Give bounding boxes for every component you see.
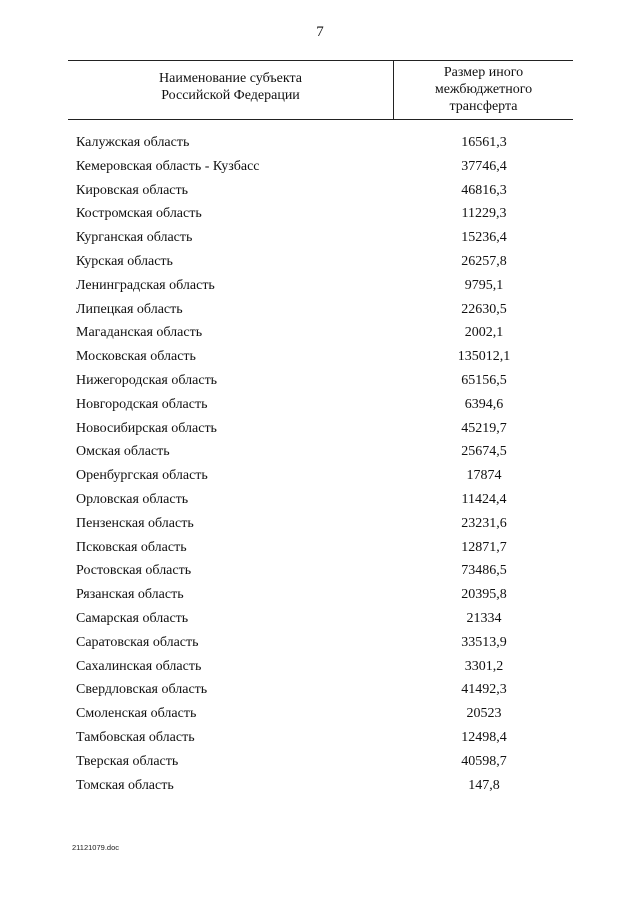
transfer-amount: 33513,9	[461, 634, 507, 650]
transfer-amount: 135012,1	[457, 349, 511, 365]
region-name: Оренбургская область	[76, 468, 208, 484]
header-value-line-1: Размер иного	[443, 65, 524, 80]
table-row	[0, 369, 640, 393]
transfer-amount: 15236,4	[461, 230, 507, 246]
region-name: Калужская область	[76, 135, 190, 150]
transfer-amount: 73486,5	[461, 563, 507, 579]
region-name: Липецкая область	[76, 301, 183, 317]
region-name: Магаданская область	[76, 325, 203, 341]
table-row	[0, 631, 640, 655]
transfer-amount: 11424,4	[461, 491, 507, 507]
region-name: Самарская область	[76, 610, 189, 626]
transfer-amount: 9795,1	[464, 277, 504, 293]
region-name: Орловская область	[76, 491, 189, 507]
table-row	[0, 655, 640, 679]
region-name: Новгородская область	[76, 396, 208, 412]
region-name: Свердловская область	[76, 682, 208, 698]
table-row	[0, 607, 640, 631]
region-name: Тамбовская область	[76, 729, 195, 745]
table-row	[0, 298, 640, 322]
transfer-amount: 21334	[466, 610, 502, 626]
page-number: 7	[316, 24, 324, 40]
table-row	[0, 464, 640, 488]
transfer-amount: 16561,3	[461, 135, 507, 150]
region-name: Московская область	[76, 349, 196, 365]
table-row	[0, 393, 640, 417]
table-body	[0, 131, 640, 797]
region-name: Кемеровская область - Кузбасс	[76, 158, 260, 174]
table-row	[0, 131, 640, 155]
transfer-amount: 20523	[466, 706, 502, 722]
table-header	[68, 60, 573, 120]
transfer-amount: 12498,4	[461, 729, 507, 745]
region-name: Рязанская область	[76, 587, 184, 603]
table-row	[0, 226, 640, 250]
transfer-amount: 2002,1	[464, 325, 504, 341]
transfer-amount: 17874	[466, 468, 502, 484]
region-name: Сахалинская область	[76, 658, 202, 674]
table-row	[0, 250, 640, 274]
region-name: Омская область	[76, 444, 170, 460]
table-row	[0, 559, 640, 583]
table-row	[0, 583, 640, 607]
header-name-line-1: Наименование субъекта	[159, 71, 302, 86]
table-row	[0, 750, 640, 774]
region-name: Саратовская область	[76, 634, 199, 650]
header-value-line-2: межбюджетного	[434, 82, 533, 97]
transfer-amount: 11229,3	[461, 206, 507, 222]
region-name: Нижегородская область	[76, 372, 218, 388]
footer-document-id: 21121079.doc	[72, 843, 119, 852]
transfer-amount: 6394,6	[464, 396, 504, 412]
table-row	[0, 417, 640, 441]
region-name: Новосибирская область	[76, 420, 217, 436]
table-row	[0, 536, 640, 560]
table-row	[0, 774, 640, 798]
transfer-amount: 25674,5	[461, 444, 507, 460]
region-name: Томская область	[76, 777, 174, 793]
transfer-amount: 37746,4	[461, 158, 507, 174]
transfer-amount: 3301,2	[464, 658, 504, 674]
header-value-line-3: трансферта	[449, 99, 518, 114]
region-name: Тверская область	[76, 753, 179, 769]
region-name: Пензенская область	[76, 515, 194, 531]
region-name: Курганская область	[76, 230, 193, 246]
region-name: Смоленская область	[76, 706, 197, 722]
region-name: Ростовская область	[76, 563, 192, 579]
transfer-amount: 26257,8	[461, 253, 507, 269]
transfer-amount: 20395,8	[461, 587, 507, 603]
transfer-amount: 23231,6	[461, 515, 507, 531]
header-name-line-2: Российской Федерации	[161, 88, 300, 103]
table-row	[0, 440, 640, 464]
table-row	[0, 512, 640, 536]
table-row	[0, 702, 640, 726]
transfer-amount: 45219,7	[461, 420, 507, 436]
table-row	[0, 678, 640, 702]
transfer-amount: 65156,5	[461, 372, 507, 388]
header-column-transfer-amount	[394, 64, 573, 115]
transfer-amount: 40598,7	[461, 753, 507, 769]
table-row	[0, 155, 640, 179]
transfer-amount: 46816,3	[461, 182, 507, 198]
table-row	[0, 202, 640, 226]
table-row	[0, 274, 640, 298]
region-name: Кировская область	[76, 182, 189, 198]
table-row	[0, 179, 640, 203]
region-name: Курская область	[76, 253, 173, 269]
header-column-subject-name	[68, 70, 393, 104]
transfer-amount: 147,8	[468, 777, 500, 793]
table-row	[0, 726, 640, 750]
transfer-amount: 41492,3	[461, 682, 507, 698]
transfer-amount: 22630,5	[461, 301, 507, 317]
transfer-amount: 12871,7	[461, 539, 507, 555]
region-name: Ленинградская область	[76, 277, 215, 293]
table-row	[0, 488, 640, 512]
table-row	[0, 321, 640, 345]
region-name: Костромская область	[76, 206, 202, 222]
table-row	[0, 345, 640, 369]
region-name: Псковская область	[76, 539, 187, 555]
